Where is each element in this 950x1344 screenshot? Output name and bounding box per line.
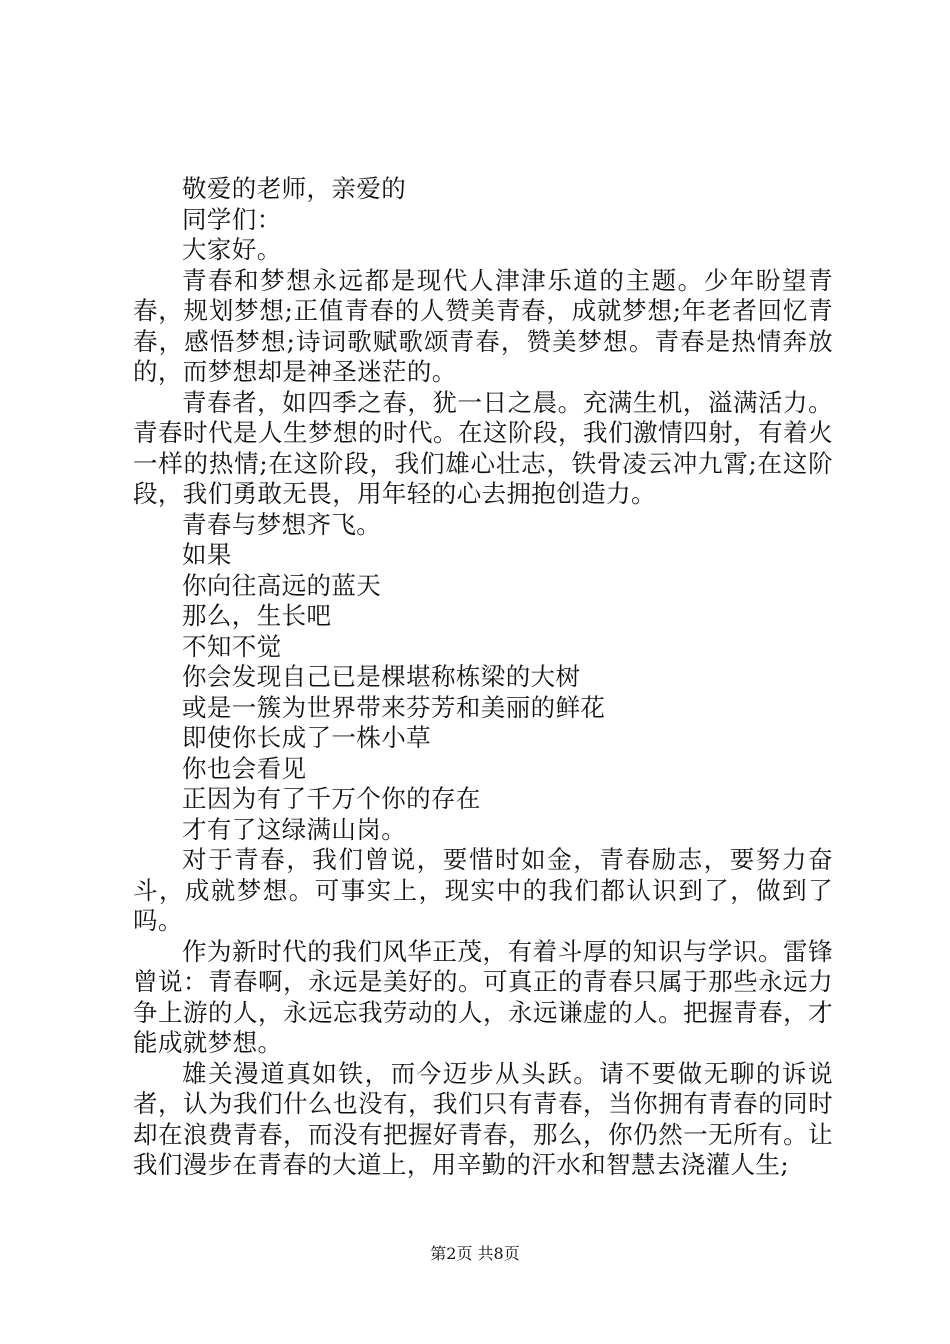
page-footer — [0, 1244, 950, 1264]
poem-line: 你向往高远的蓝天 — [182, 570, 382, 600]
page-indicator: 第2页 共8页 — [430, 1244, 520, 1263]
paragraph: 对于青春，我们曾说，要惜时如金，青春励志，要努力奋斗，成就梦想。可事实上，现实中的我们都认识到了，做到了吗。 — [133, 845, 833, 935]
paragraph: 作为新时代的我们风华正茂，有着斗厚的知识与学识。雷锋曾说：青春啊，永远是美好的。可真正的青春只属于那些永远力争上游的人，永远忘我劳动的人，永远谦虚的人。把握青春，才能成就梦想。 — [133, 936, 833, 1057]
greeting-line: 同学们： — [182, 204, 282, 234]
poem-line: 如果 — [182, 540, 232, 569]
poem-line: 你会发现自己已是棵堪称栋梁的大树 — [182, 662, 581, 691]
paragraph: 青春与梦想齐飞。 — [182, 509, 382, 539]
paragraph: 青春和梦想永远都是现代人津津乐道的主题。少年盼望青春，规划梦想;正值青春的人赞美青春，成就梦想;年老者回忆青春，感悟梦想;诗词歌赋歌颂青春，赞美梦想。青春是热情奔放的，而梦想却是神圣迷茫的。 — [133, 265, 833, 386]
paragraph: 青春者，如四季之春，犹一日之晨。充满生机，溢满活力。青春时代是人生梦想的时代。在这阶段，我们激情四射，有着火一样的热情;在这阶段，我们雄心壮志，铁骨凌云冲九霄;在这阶段，我们勇敢无畏，用年轻的心去拥抱创造力。 — [133, 387, 833, 508]
poem-line: 你也会看见 — [182, 753, 307, 783]
greeting-line: 敬爱的老师，亲爱的 — [182, 174, 407, 203]
poem-line: 正因为有了千万个你的存在 — [182, 784, 481, 813]
greeting-hello: 大家好。 — [182, 235, 282, 264]
poem-line: 不知不觉 — [182, 631, 282, 661]
document-body — [133, 174, 833, 1181]
poem-line: 才有了这绿满山岗。 — [182, 814, 407, 844]
paragraph: 雄关漫道真如铁，而今迈步从头跃。请不要做无聊的诉说者，认为我们什么也没有，我们只有青春，当你拥有青春的同时却在浪费青春，而没有把握好青春，那么，你仍然一无所有。让我们漫步在青春的大道上，用辛勤的汗水和智慧去浇灌人生; — [133, 1058, 833, 1179]
poem-line: 或是一簇为世界带来芬芳和美丽的鲜花 — [182, 692, 606, 722]
poem-line: 那么，生长吧 — [182, 601, 332, 630]
poem-line: 即使你长成了一株小草 — [182, 723, 431, 752]
